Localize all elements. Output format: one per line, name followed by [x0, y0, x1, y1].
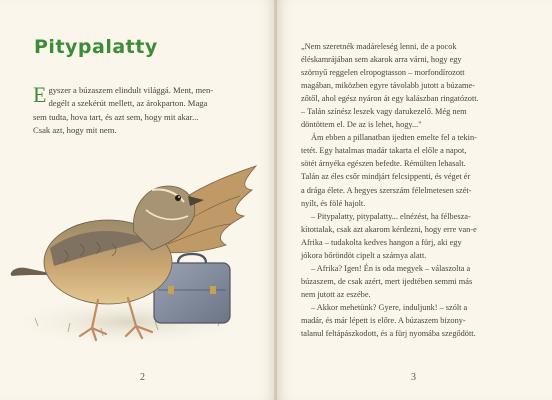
story-line: tetét. Egy hatalmas madár takarta el előle a napot,: [301, 146, 467, 156]
story-line: madár, és már lépett is előre. A búzaszem bizony-: [301, 315, 466, 325]
story-line: szörnyű reggelen elropogtasson – morfondírozott: [301, 68, 465, 78]
story-line: búzaszem, de csak azért, mert ijedtében semmi más: [301, 276, 473, 286]
story-line: talanul feltápászkodott, és a fürj nyomába szegődött.: [301, 329, 476, 339]
page-title: Pitypalatty: [34, 36, 158, 58]
story-line: Afrika – tudakolta kedves hangon a fürj, aki egy: [301, 237, 462, 247]
intro-paragraph: [33, 84, 263, 138]
story-line: nyílt, és fölé hajolt.: [301, 198, 366, 208]
story-line: – Afrika? Igen! Én is oda megyek – válaszolta a: [311, 263, 471, 273]
story-line: nem jutott az eszébe.: [301, 289, 371, 299]
story-line: – Pitypalatty, pitypalatty... elnézést, ha félbesza-: [311, 211, 471, 221]
story-line: Talán az éles csőr mindjárt felcsippenti, és véget ér: [301, 172, 471, 182]
story-line: – Talán színész leszek vagy darukezelő. Még nem: [301, 107, 467, 117]
story-line: „Nem szeretnék madáreleség lenni, de a pocok: [301, 42, 457, 51]
intro-line: gyszer a búzaszem elindult világgá. Ment, men-: [48, 85, 214, 95]
page-number-left: 2: [140, 372, 145, 383]
story-line: kítottalak, csak azt akarom kérdezni, hogy erre van-e: [301, 224, 477, 234]
story-line: zőtől, ahol egész nyáron át egy kalászban ringatózott.: [301, 94, 479, 104]
story-line: – Akkor mehetünk? Gyere, induljunk! – szólt a: [311, 302, 468, 312]
intro-line: degélt a szekérút mellett, az árokparton. Maga: [48, 98, 208, 109]
story-line: magában, miközben egyre távolabb jutott a búzame-: [301, 81, 475, 91]
left-page: [0, 0, 275, 400]
intro-line: sem tudta, hova tart, és azt sem, hogy mit akar...: [33, 111, 199, 122]
drop-cap: E: [33, 82, 47, 107]
right-page: [277, 0, 552, 400]
story-line: sötét árnyéka egészen befedte. Rémülten lehasalt.: [301, 159, 466, 169]
story-line: döntöttem el. De az is lehet, hogy...": [301, 120, 422, 130]
story-line: jókora bőröndöt cipelt a szárnya alatt.: [301, 250, 427, 260]
quail-with-suitcase-illustration: [8, 150, 270, 350]
story-line: éléskamrájában sem akarok arra várni, hogy egy: [301, 55, 462, 65]
page-number-right: 3: [411, 372, 416, 383]
story-line: Ám ebben a pillanatban ijedten emelte fel a tekin-: [311, 133, 477, 143]
intro-line: Csak azt, hogy mit nem.: [33, 125, 117, 136]
story-line: a drága élete. A hegyes szerszám félelmetesen szét-: [301, 185, 472, 195]
story-text: [301, 40, 541, 340]
